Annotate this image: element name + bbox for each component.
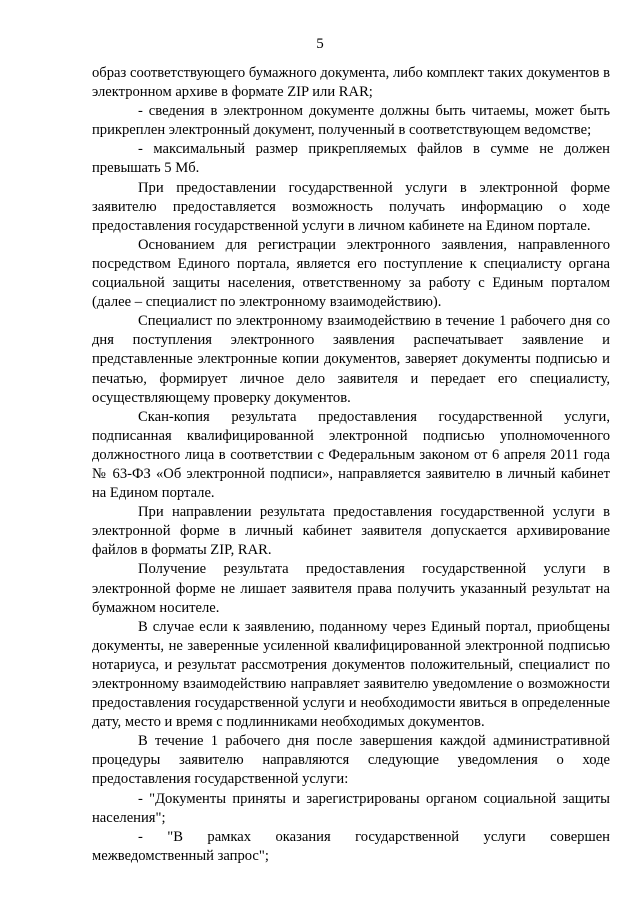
- page-number: 5: [316, 36, 324, 52]
- paragraph-scan-copy: Скан-копия результата предоставления государственной услуги, подписанная квалифицированной электронной подписью уполномоченного должностного лица в соответствии с Федеральным законом от 6 апреля 2011 года № 63-ФЗ «Об электронной подписи», направляется заявителю в личный кабинет на Едином портале.: [92, 408, 610, 502]
- list-item-notification-request: - "В рамках оказания государственной услуги совершен межведомственный запрос";: [92, 828, 610, 864]
- document-body: [92, 64, 610, 866]
- paragraph-notary-case: В случае если к заявлению, поданному через Единый портал, приобщены документы, не заверенные усиленной квалифицированной электронной подписью нотариуса, и результат рассмотрения документов положительный, специалист по электронному взаимодействию направляет заявителю уведомление о возможности предоставления государственной услуги и необходимости явиться в определенные дату, место и время с подлинниками необходимых документов.: [92, 618, 610, 731]
- list-item-readability: - сведения в электронном документе должны быть читаемы, может быть прикреплен электронный документ, полученный в соответствующем ведомстве;: [92, 103, 610, 139]
- paragraph-specialist-actions: Специалист по электронному взаимодействию в течение 1 рабочего дня со дня поступления электронного заявления распечатывает заявление и представленные электронные копии документов, заверяет документы подписью и печатью, формирует личное дело заявителя и передает его специалисту, осуществляющему проверку документов.: [92, 313, 610, 406]
- paragraph-archiving: При направлении результата предоставления государственной услуги в электронной форме в личный кабинет заявителя допускается архивирование файлов в форматы ZIP, RAR.: [92, 504, 610, 559]
- paragraph-registration-basis: Основанием для регистрации электронного заявления, направленного посредством Единого портала, является его поступление к специалисту органа социальной защиты населения, ответственному за работу с Единым порталом (далее – специалист по электронному взаимодействию).: [92, 236, 610, 311]
- paragraph-electronic-info: При предоставлении государственной услуги в электронной форме заявителю предоставляется возможность получать информацию о ходе предоставления государственной услуги в личном кабинете на Едином портале.: [92, 179, 610, 234]
- list-item-notification-registered: - "Документы приняты и зарегистрированы органом социальной защиты населения";: [92, 790, 610, 826]
- paragraph-notifications: В течение 1 рабочего дня после завершения каждой административной процедуры заявителю направляются следующие уведомления о ходе предоставления государственной услуги:: [92, 733, 610, 788]
- paragraph-continuation: образ соответствующего бумажного документа, либо комплект таких документов в электронном архиве в формате ZIP или RAR;: [92, 65, 610, 101]
- paragraph-paper-result: Получение результата предоставления государственной услуги в электронной форме не лишает заявителя права получить указанный результат на бумажном носителе.: [92, 561, 610, 616]
- list-item-file-size: - максимальный размер прикрепляемых файлов в сумме не должен превышать 5 Мб.: [92, 141, 610, 177]
